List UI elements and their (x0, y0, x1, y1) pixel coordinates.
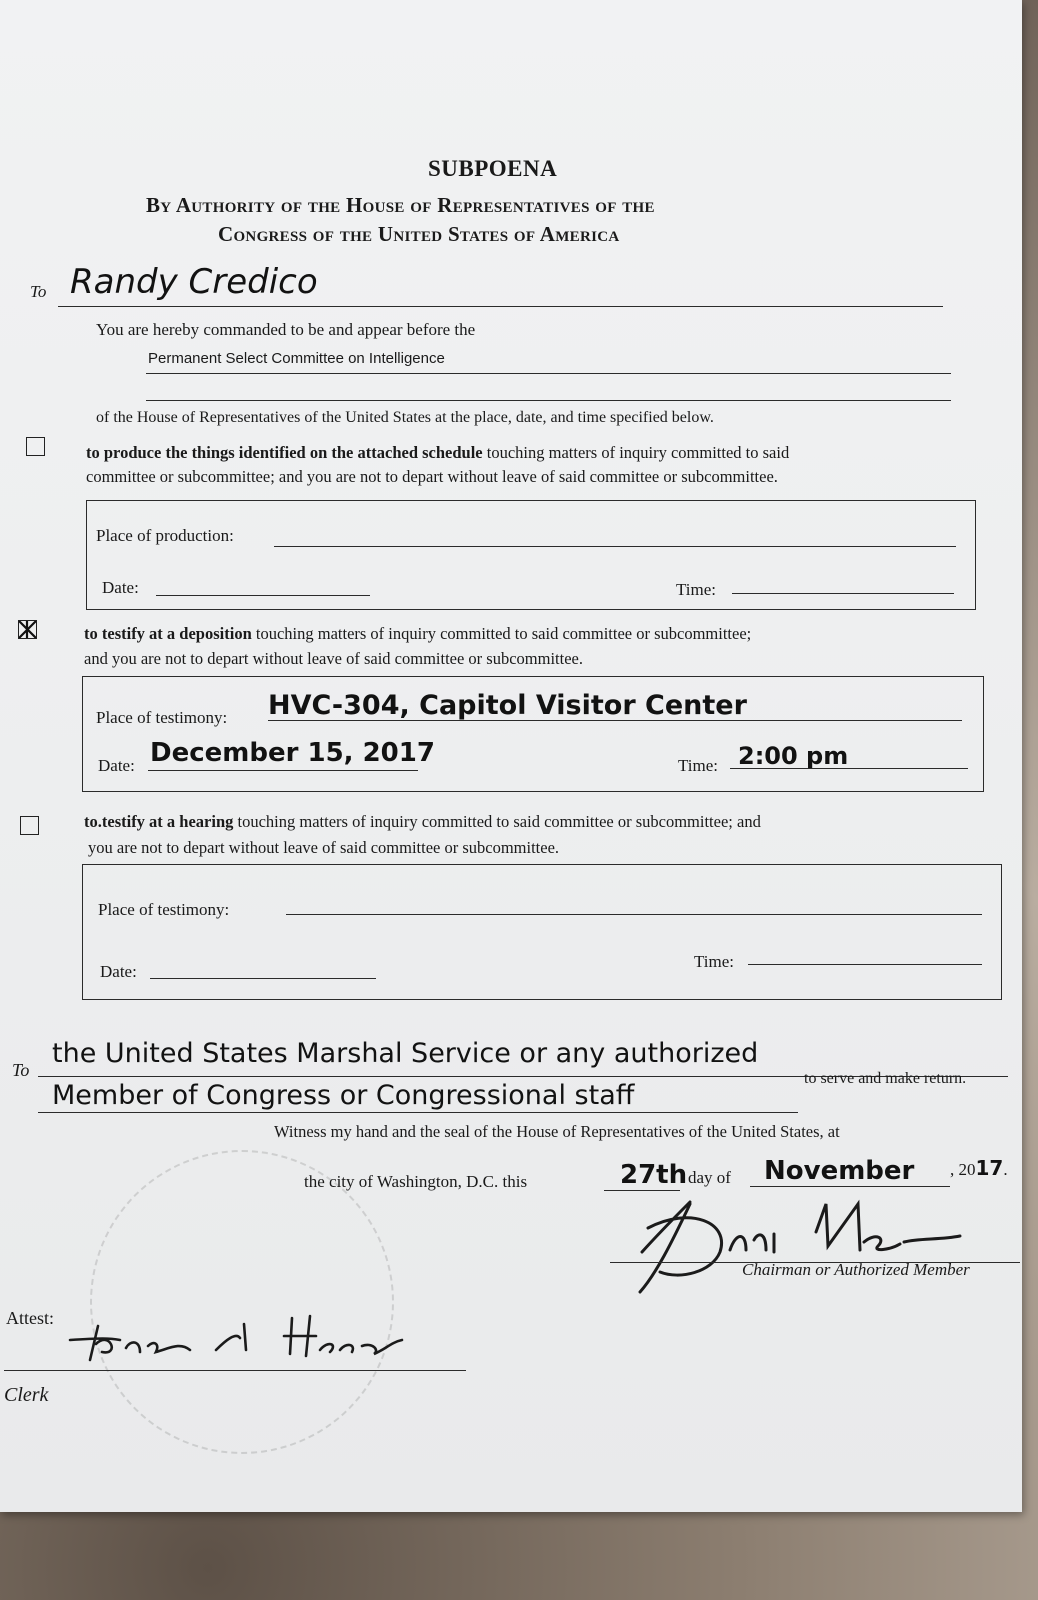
witness-day-field[interactable] (604, 1190, 680, 1191)
deposition-text (84, 624, 751, 644)
hearing-text-line2: you are not to depart without leave of said committee or subcommittee. (88, 838, 560, 857)
production-text (86, 443, 789, 463)
production-checkbox[interactable] (26, 437, 45, 456)
production-place-field[interactable] (274, 546, 956, 547)
service-to-label: To (12, 1060, 30, 1080)
hearing-place-label: Place of testimony: (98, 900, 230, 919)
to-label: To (30, 282, 47, 301)
witness-line-1: Witness my hand and the seal of the House of Representatives of the United States, at (274, 1122, 840, 1141)
hearing-date-field[interactable] (150, 978, 376, 979)
recipient-name: Randy Credico (70, 262, 318, 302)
deposition-place-value: HVC-304, Capitol Visitor Center (268, 690, 747, 721)
clerk-signature (40, 1310, 460, 1370)
production-time-field[interactable] (732, 593, 954, 594)
service-underline-2 (38, 1112, 798, 1113)
chairman-label: Chairman or Authorized Member (742, 1260, 970, 1279)
document-title: SUBPOENA (428, 156, 558, 181)
deposition-date-value: December 15, 2017 (150, 738, 435, 768)
production-date-label: Date: (102, 578, 139, 597)
service-line-1: the United States Marshal Service or any authorized (52, 1038, 759, 1069)
authority-line-1: By Authority of the House of Representatives of the (146, 193, 655, 217)
deposition-text-rest: touching matters of inquiry committed to said committee or subcommittee; (251, 624, 752, 643)
production-date-field[interactable] (156, 595, 370, 596)
deposition-place-label: Place of testimony: (96, 708, 228, 727)
command-line: You are hereby commanded to be and appear before the (96, 320, 476, 339)
attest-label: Attest: (6, 1308, 54, 1328)
hearing-text-bold: to.testify at a hearing (84, 812, 234, 831)
clerk-signature-line (4, 1370, 466, 1371)
committee-underline-2 (146, 400, 951, 401)
witness-year-value: 17 (975, 1156, 1004, 1180)
production-time-label: Time: (676, 580, 717, 599)
hearing-place-field[interactable] (286, 914, 982, 915)
deposition-place-field[interactable] (268, 720, 962, 721)
witness-month-value: November (764, 1156, 915, 1186)
service-line-2: Member of Congress or Congressional staff (52, 1080, 635, 1111)
service-suffix: to serve and make return. (804, 1070, 967, 1087)
deposition-date-label: Date: (98, 756, 135, 775)
clerk-label: Clerk (4, 1384, 49, 1406)
production-text-rest: touching matters of inquiry committed to said (482, 443, 790, 462)
production-place-label: Place of production: (96, 526, 234, 545)
deposition-checkbox[interactable] (18, 620, 37, 639)
authority-line-2: Congress of the United States of America (218, 222, 620, 246)
production-text-bold: to produce the things identified on the attached schedule (86, 443, 483, 462)
deposition-text-bold: to testify at a deposition (84, 624, 252, 643)
embossed-seal (90, 1150, 394, 1454)
committee-name: Permanent Select Committee on Intelligence (148, 350, 445, 367)
hearing-time-field[interactable] (748, 964, 982, 965)
deposition-time-label: Time: (678, 756, 719, 775)
committee-underline (146, 373, 951, 374)
house-line: of the House of Representatives of the United States at the place, date, and time specified below. (96, 409, 714, 426)
recipient-underline (58, 306, 943, 307)
deposition-time-field[interactable] (730, 768, 968, 769)
hearing-time-label: Time: (694, 952, 735, 971)
hearing-text (84, 812, 761, 832)
check-mark-icon (19, 621, 36, 638)
hearing-date-label: Date: (100, 962, 137, 981)
witness-day-of: day of (688, 1168, 731, 1187)
production-text-line2: committee or subcommittee; and you are not to depart without leave of said committee or subcommittee. (86, 467, 778, 486)
hearing-box (82, 864, 1002, 1000)
hearing-checkbox[interactable] (20, 816, 39, 835)
witness-city-text: the city of Washington, D.C. this (304, 1172, 528, 1191)
witness-year (950, 1156, 1008, 1180)
witness-year-dot: . (1003, 1160, 1008, 1179)
deposition-text-line2: and you are not to depart without leave of said committee or subcommittee. (84, 649, 583, 668)
deposition-time-value: 2:00 pm (738, 742, 849, 770)
witness-month-field[interactable] (750, 1186, 950, 1187)
chairman-signature (620, 1192, 980, 1302)
witness-year-prefix: , 20 (950, 1160, 976, 1179)
deposition-date-field[interactable] (148, 770, 418, 771)
witness-day-value: 27th (620, 1160, 688, 1190)
hearing-text-rest: touching matters of inquiry committed to said committee or subcommittee; and (233, 812, 761, 831)
